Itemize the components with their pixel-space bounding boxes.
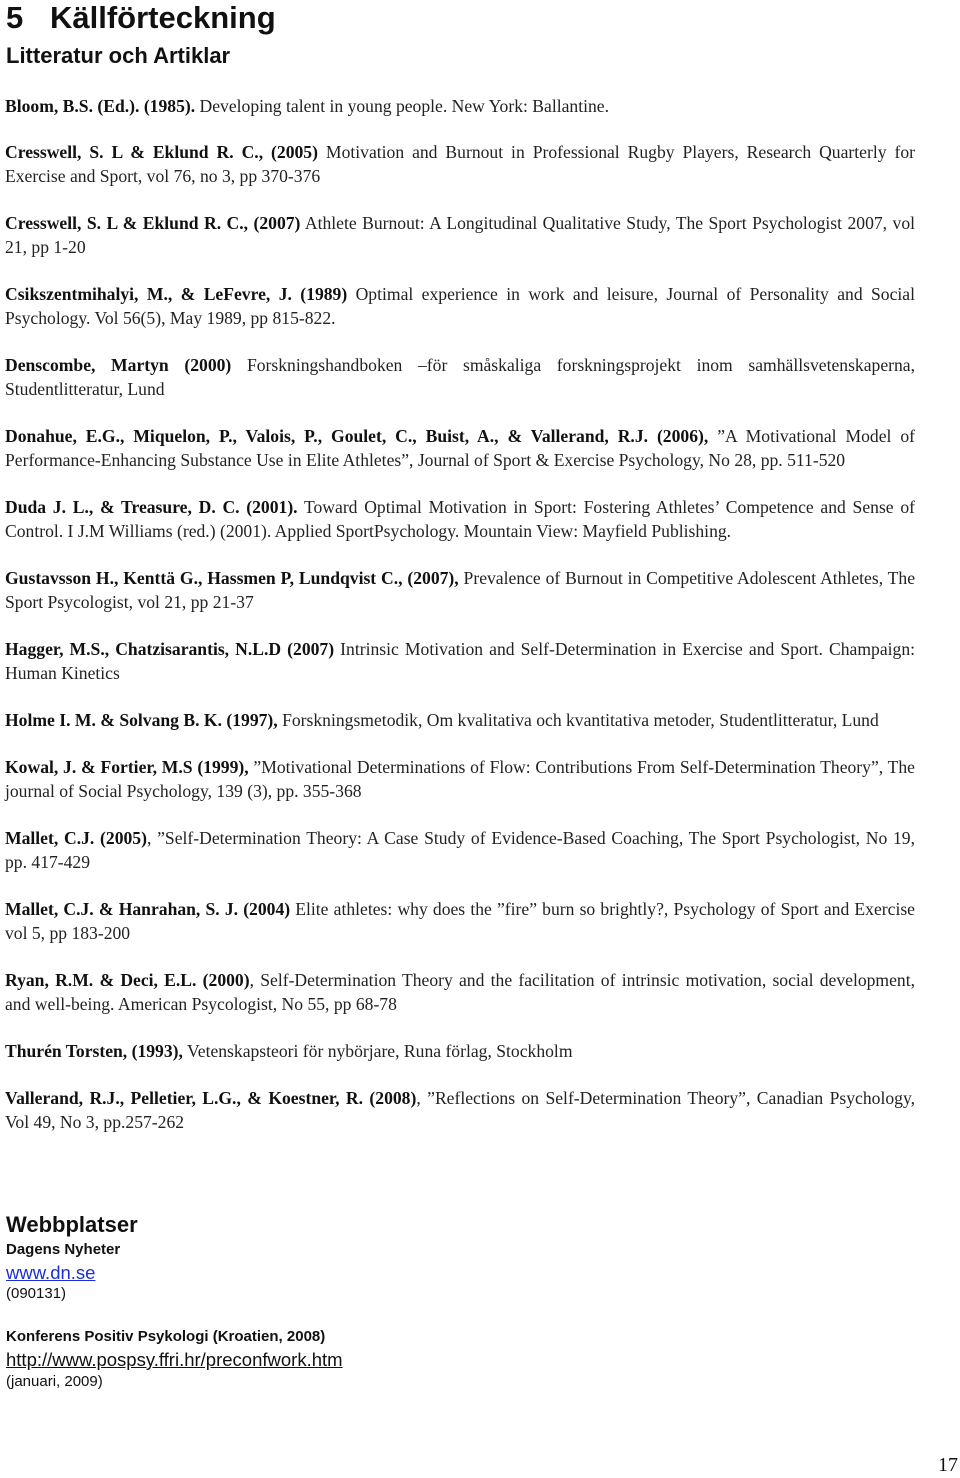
reference-details: , ”Reflections on Self-Determination Theory”, Canadian Psychology, Vol 49, No 3, pp.257-262: [5, 1088, 915, 1132]
reference-list: [5, 94, 915, 1157]
chapter-title: Källförteckning: [50, 0, 276, 35]
reference-details: Vetenskapsteori för nybörjare, Runa förlag, Stockholm: [182, 1041, 573, 1061]
reference-details: Motivation and Burnout in Professional Rugby Players, Research Quarterly for Exercise and Sport, vol 76, no 3, pp 370-376: [5, 142, 915, 186]
reference-details: , Self-Determination Theory and the facilitation of intrinsic motivation, social development, and well-being. American Psycologist, No 55, pp 68-78: [5, 970, 915, 1014]
reference-authors: Hagger, M.S., Chatzisarantis, N.L.D (2007): [5, 639, 335, 659]
reference-authors: Holme I. M. & Solvang B. K. (1997),: [5, 710, 278, 730]
reference-authors: Cresswell, S. L & Eklund R. C., (2005): [5, 142, 318, 162]
reference-authors: Gustavsson H., Kenttä G., Hassmen P, Lundqvist C., (2007),: [5, 568, 459, 588]
website-date: (januari, 2009): [6, 1373, 103, 1390]
reference-details: Prevalence of Burnout in Competitive Adolescent Athletes, The Sport Psycologist, vol 21, pp 21-37: [5, 568, 916, 612]
reference-authors: Mallet, C.J. & Hanrahan, S. J. (2004): [5, 899, 291, 919]
reference-details: ”Motivational Determinations of Flow: Contributions From Self-Determination Theory”, The journal of Social Psychology, 139 (3), pp. 355-368: [5, 757, 915, 801]
reference-authors: Duda J. L., & Treasure, D. C. (2001).: [5, 497, 298, 517]
page-number: 17: [938, 1454, 958, 1476]
reference-authors: Ryan, R.M. & Deci, E.L. (2000): [5, 970, 250, 990]
website-date: (090131): [6, 1285, 67, 1302]
reference-item: [5, 282, 915, 330]
reference-authors: Cresswell, S. L & Eklund R. C., (2007): [5, 213, 301, 233]
reference-item: [5, 140, 915, 188]
reference-item: [5, 897, 915, 945]
website-link[interactable]: www.dn.se: [6, 1262, 96, 1283]
reference-authors: Bloom, B.S. (Ed.). (1985).: [5, 96, 196, 116]
reference-item: [5, 755, 915, 803]
reference-item: [5, 424, 915, 472]
reference-item: [5, 637, 915, 685]
reference-authors: Thurén Torsten, (1993),: [5, 1041, 183, 1061]
section-heading: Litteratur och Artiklar: [6, 43, 231, 68]
reference-item: [5, 353, 915, 401]
reference-authors: Donahue, E.G., Miquelon, P., Valois, P., Goulet, C., Buist, A., & Vallerand, R.J. (2006),: [5, 426, 709, 446]
reference-item: [5, 94, 915, 118]
reference-item: [5, 968, 915, 1016]
reference-details: Forskningshandboken –för småskaliga forskningsprojekt inom samhällsvetenskaperna, Studentlitteratur, Lund: [5, 355, 915, 399]
reference-item: [5, 1086, 915, 1134]
reference-item: [5, 826, 915, 874]
reference-authors: Vallerand, R.J., Pelletier, L.G., & Koestner, R. (2008): [5, 1088, 417, 1108]
reference-details: Developing talent in young people. New York: Ballantine.: [195, 96, 609, 116]
reference-authors: Denscombe, Martyn (2000): [5, 355, 232, 375]
chapter-number: 5: [6, 0, 24, 35]
reference-authors: Mallet, C.J. (2005): [5, 828, 147, 848]
chapter-heading: [6, 0, 276, 36]
reference-details: , ”Self-Determination Theory: A Case Study of Evidence-Based Coaching, The Sport Psychologist, No 19, pp. 417-429: [5, 828, 916, 872]
reference-details: Elite athletes: why does the ”fire” burn so brightly?, Psychology of Sport and Exercise vol 5, pp 183-200: [5, 899, 915, 943]
reference-details: Forskningsmetodik, Om kvalitativa och kvantitativa metoder, Studentlitteratur, Lund: [277, 710, 879, 730]
reference-item: [5, 708, 915, 732]
reference-item: [5, 1039, 915, 1063]
website-name: Konferens Positiv Psykologi (Kroatien, 2008): [6, 1328, 326, 1345]
reference-details: Athlete Burnout: A Longitudinal Qualitative Study, The Sport Psychologist 2007, vol 21, pp 1-20: [5, 213, 915, 257]
website-name: Dagens Nyheter: [6, 1241, 121, 1258]
reference-item: [5, 495, 915, 543]
reference-details: Optimal experience in work and leisure, Journal of Personality and Social Psychology. Vol 56(5), May 1989, pp 815-822.: [5, 284, 915, 328]
reference-authors: Csikszentmihalyi, M., & LeFevre, J. (1989): [5, 284, 348, 304]
reference-details: Intrinsic Motivation and Self-Determination in Exercise and Sport. Champaign: Human Kinetics: [5, 639, 916, 683]
reference-item: [5, 211, 915, 259]
websites-heading: Webbplatser: [6, 1212, 138, 1237]
reference-item: [5, 566, 915, 614]
website-link[interactable]: http://www.pospsy.ffri.hr/preconfwork.htm: [6, 1349, 343, 1370]
reference-details: ”A Motivational Model of Performance-Enhancing Substance Use in Elite Athletes”, Journal of Sport & Exercise Psychology, No 28, pp. 511-520: [5, 426, 915, 470]
reference-details: Toward Optimal Motivation in Sport: Fostering Athletes’ Competence and Sense of Control. I J.M Williams (red.) (2001). Applied SportPsychology. Mountain View: Mayfield Publishing.: [5, 497, 915, 541]
reference-authors: Kowal, J. & Fortier, M.S (1999),: [5, 757, 249, 777]
